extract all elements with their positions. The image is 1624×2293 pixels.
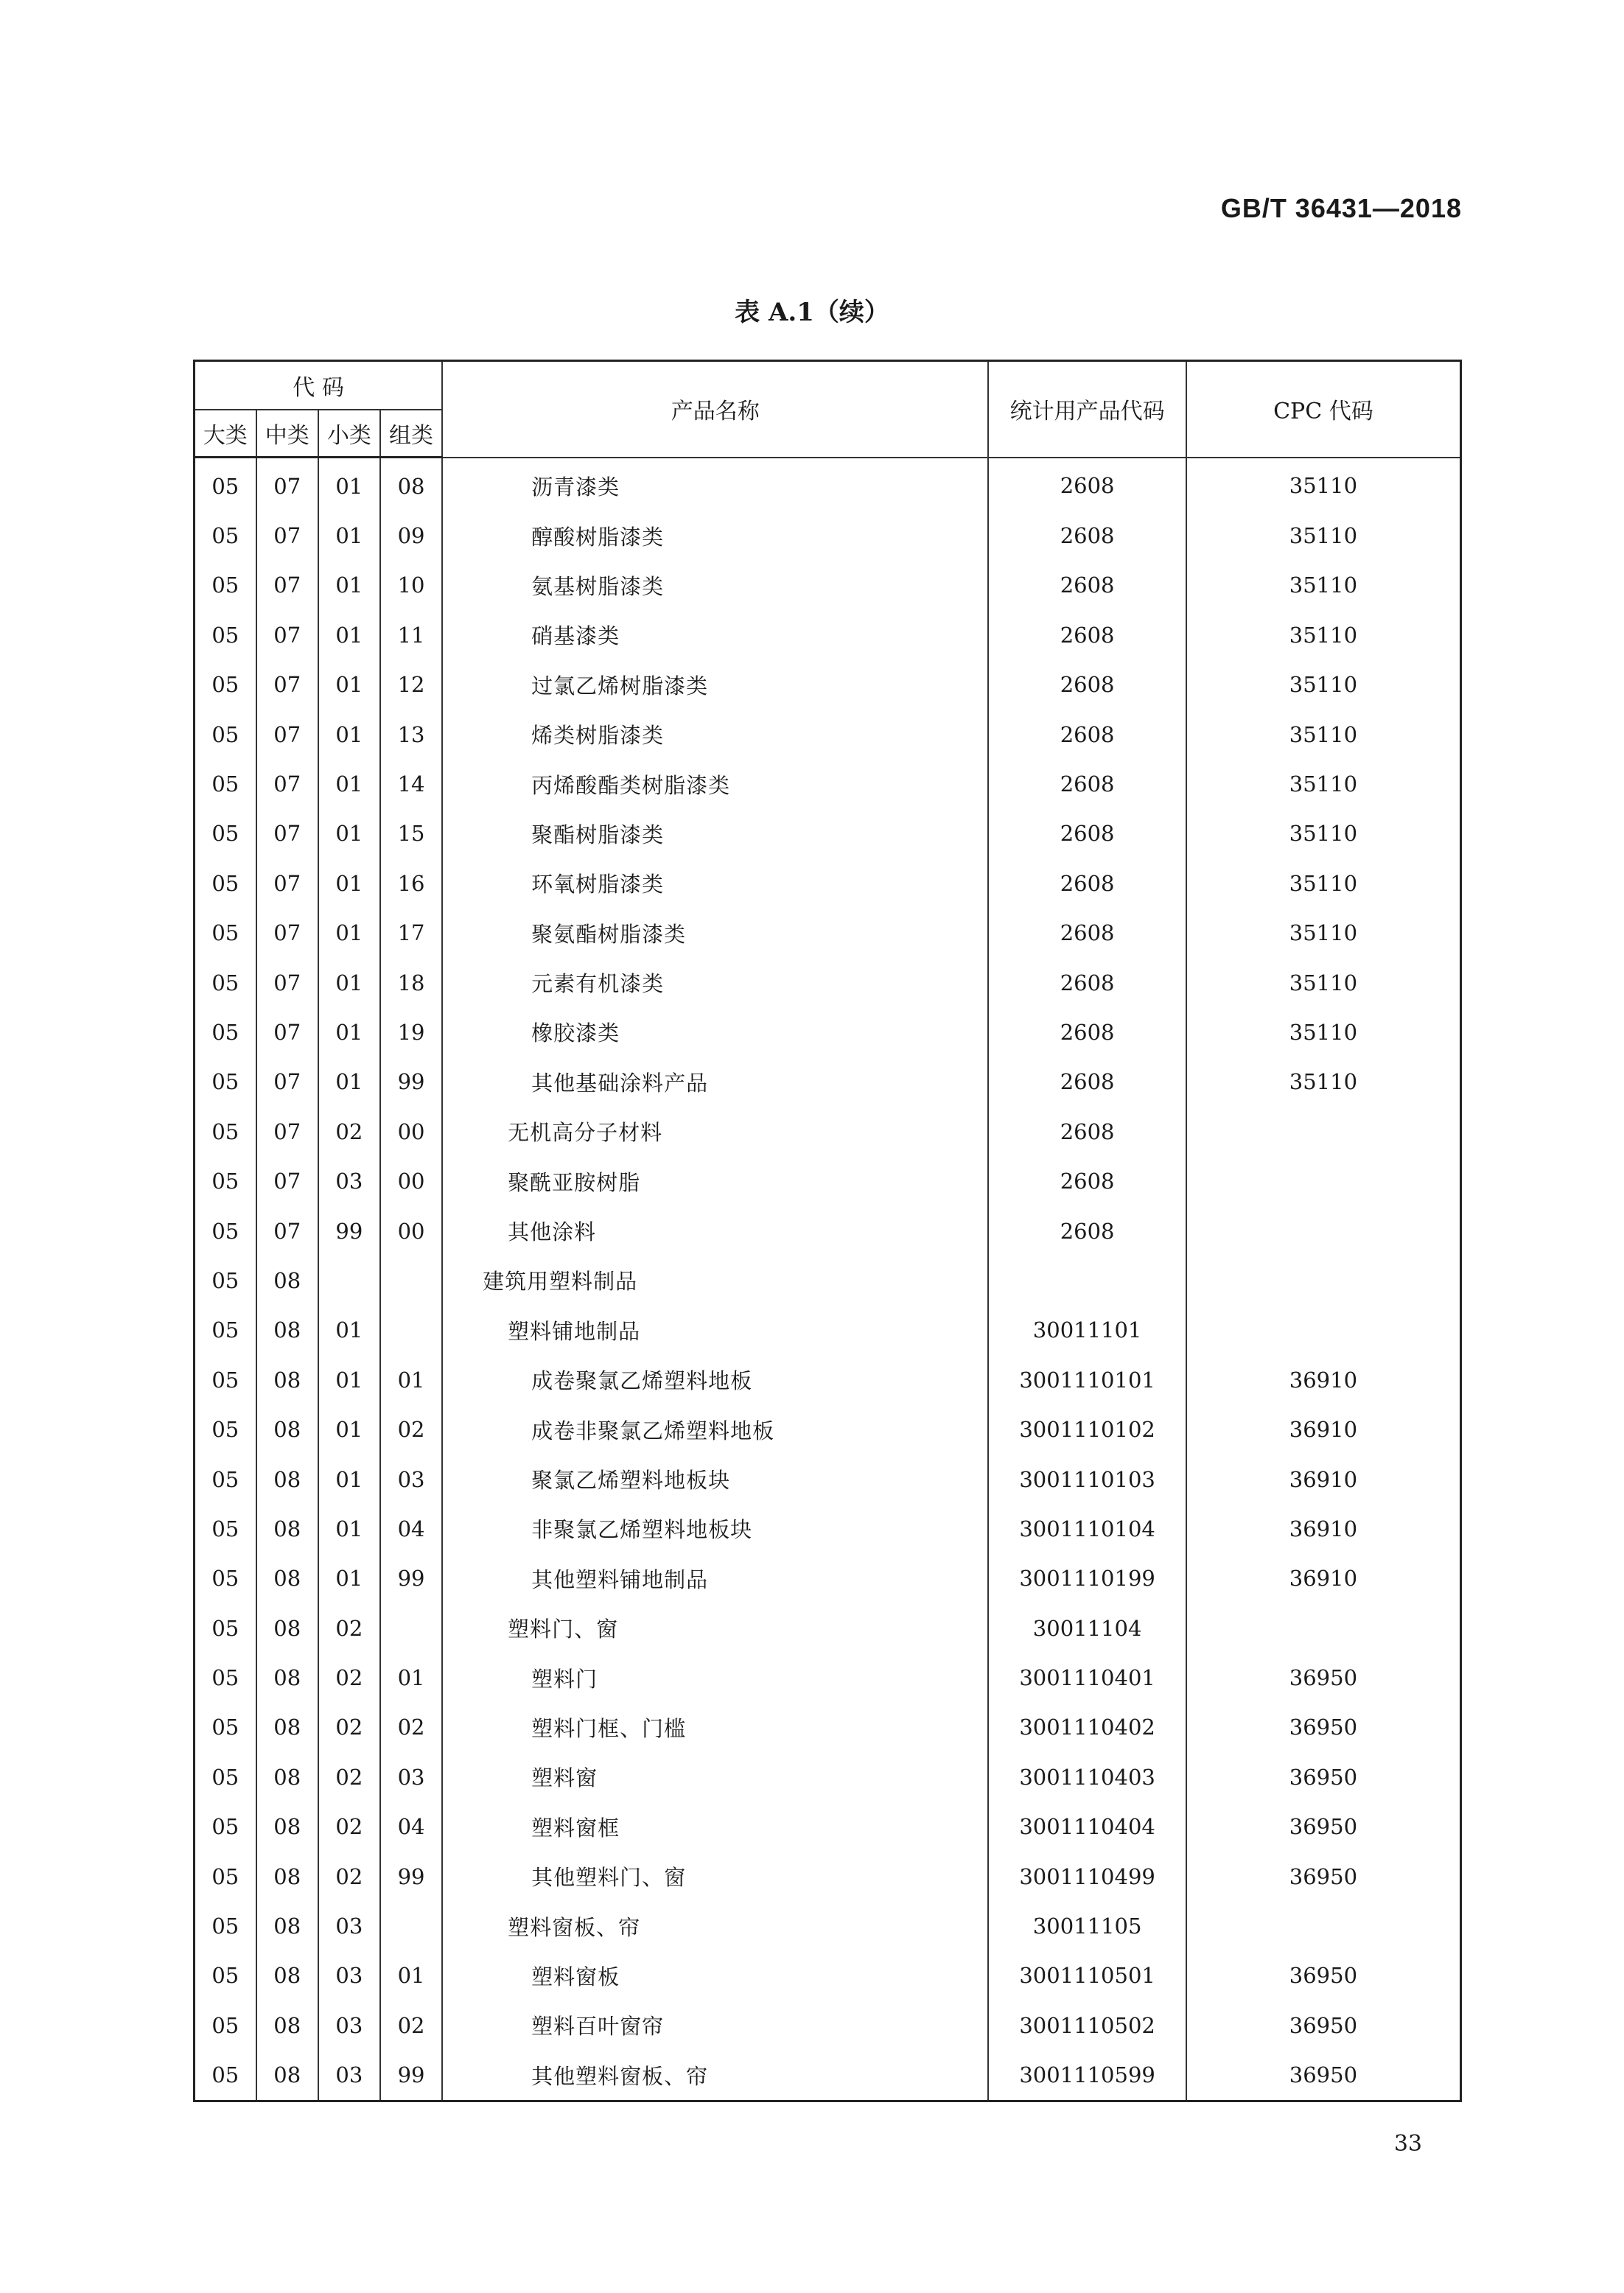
middle-class-cell: 08 xyxy=(256,1852,318,1901)
table-row xyxy=(195,2051,1461,2101)
middle-class-cell: 08 xyxy=(256,1703,318,1752)
group-class-cell: 00 xyxy=(380,1156,442,1205)
product-code-table xyxy=(193,360,1462,2102)
cpc-code-cell: 35110 xyxy=(1186,610,1461,659)
product-name-cell: 其他塑料窗板、帘 xyxy=(442,2051,988,2101)
cpc-code-cell xyxy=(1186,1306,1461,1355)
stat-code-cell: 2608 xyxy=(988,958,1186,1007)
group-class-cell: 10 xyxy=(380,561,442,610)
product-name-cell: 环氧树脂漆类 xyxy=(442,858,988,908)
stat-code-cell: 30011105 xyxy=(988,1901,1186,1950)
major-class-cell: 05 xyxy=(195,858,256,908)
middle-class-cell: 08 xyxy=(256,2051,318,2101)
group-class-cell: 03 xyxy=(380,1454,442,1504)
major-class-cell: 05 xyxy=(195,1355,256,1404)
cpc-code-cell: 36910 xyxy=(1186,1355,1461,1404)
cpc-code-cell: 35110 xyxy=(1186,958,1461,1007)
table-row xyxy=(195,909,1461,958)
cpc-code-cell: 36910 xyxy=(1186,1454,1461,1504)
major-class-cell: 05 xyxy=(195,809,256,858)
minor-class-cell: 03 xyxy=(318,1156,380,1205)
major-class-cell: 05 xyxy=(195,1504,256,1553)
product-name-cell: 非聚氯乙烯塑料地板块 xyxy=(442,1504,988,1553)
stat-code-cell: 3001110404 xyxy=(988,1802,1186,1852)
group-class-cell: 14 xyxy=(380,759,442,808)
group-class-cell: 99 xyxy=(380,2051,442,2101)
group-class-cell: 16 xyxy=(380,858,442,908)
table-row xyxy=(195,1554,1461,1603)
product-name-cell: 聚氯乙烯塑料地板块 xyxy=(442,1454,988,1504)
product-name-cell: 沥青漆类 xyxy=(442,458,988,511)
minor-class-cell: 02 xyxy=(318,1603,380,1653)
major-class-cell: 05 xyxy=(195,1057,256,1107)
product-name-cell: 过氯乙烯树脂漆类 xyxy=(442,660,988,710)
major-class-cell: 05 xyxy=(195,710,256,759)
table-row xyxy=(195,458,1461,511)
stat-code-cell: 3001110102 xyxy=(988,1404,1186,1454)
stat-code-cell: 2608 xyxy=(988,1206,1186,1256)
product-name-cell: 塑料窗板 xyxy=(442,1951,988,2000)
product-name-cell: 聚酯树脂漆类 xyxy=(442,809,988,858)
table-row xyxy=(195,958,1461,1007)
minor-class-cell: 03 xyxy=(318,1901,380,1950)
major-class-cell: 05 xyxy=(195,1603,256,1653)
group-class-header: 组类 xyxy=(380,410,442,458)
product-name-cell: 烯类树脂漆类 xyxy=(442,710,988,759)
table-row xyxy=(195,1901,1461,1950)
middle-class-cell: 07 xyxy=(256,610,318,659)
product-name-cell: 聚氨酯树脂漆类 xyxy=(442,909,988,958)
table-row xyxy=(195,809,1461,858)
table-row xyxy=(195,1156,1461,1205)
group-class-cell: 18 xyxy=(380,958,442,1007)
minor-class-cell: 02 xyxy=(318,1653,380,1702)
major-class-cell: 05 xyxy=(195,610,256,659)
middle-class-cell: 07 xyxy=(256,1057,318,1107)
table-row xyxy=(195,660,1461,710)
cpc-code-cell: 36950 xyxy=(1186,1802,1461,1852)
stat-code-cell: 2608 xyxy=(988,909,1186,958)
major-class-cell: 05 xyxy=(195,2051,256,2101)
cpc-code-cell: 35110 xyxy=(1186,909,1461,958)
group-class-cell: 15 xyxy=(380,809,442,858)
minor-class-cell: 01 xyxy=(318,660,380,710)
cpc-code-cell xyxy=(1186,1156,1461,1205)
table-title: 表 A.1（续） xyxy=(735,298,889,327)
major-class-cell: 05 xyxy=(195,1206,256,1256)
cpc-code-cell: 35110 xyxy=(1186,809,1461,858)
product-name-cell: 塑料百叶窗帘 xyxy=(442,2000,988,2050)
stat-code-cell: 2608 xyxy=(988,759,1186,808)
group-class-cell: 02 xyxy=(380,1404,442,1454)
product-name-cell: 橡胶漆类 xyxy=(442,1007,988,1057)
product-name-cell: 其他涂料 xyxy=(442,1206,988,1256)
major-class-cell: 05 xyxy=(195,958,256,1007)
group-class-cell: 99 xyxy=(380,1554,442,1603)
cpc-code-cell: 36910 xyxy=(1186,1554,1461,1603)
middle-class-cell: 07 xyxy=(256,660,318,710)
group-class-cell: 03 xyxy=(380,1752,442,1802)
cpc-code-cell: 36950 xyxy=(1186,2000,1461,2050)
middle-class-cell: 08 xyxy=(256,1901,318,1950)
group-class-cell: 01 xyxy=(380,1951,442,2000)
stat-code-cell: 3001110499 xyxy=(988,1852,1186,1901)
product-name-cell: 其他基础涂料产品 xyxy=(442,1057,988,1107)
cpc-code-cell xyxy=(1186,1901,1461,1950)
minor-class-cell: 02 xyxy=(318,1852,380,1901)
stat-code-cell: 2608 xyxy=(988,809,1186,858)
minor-class-cell: 01 xyxy=(318,809,380,858)
product-name-cell: 成卷聚氯乙烯塑料地板 xyxy=(442,1355,988,1404)
stat-code-cell: 3001110199 xyxy=(988,1554,1186,1603)
middle-class-cell: 08 xyxy=(256,2000,318,2050)
group-class-cell: 02 xyxy=(380,1703,442,1752)
minor-class-cell: 01 xyxy=(318,1404,380,1454)
middle-class-cell: 08 xyxy=(256,1752,318,1802)
cpc-code-cell: 36910 xyxy=(1186,1504,1461,1553)
minor-class-cell: 01 xyxy=(318,909,380,958)
stat-code-cell: 2608 xyxy=(988,1107,1186,1156)
minor-class-cell: 02 xyxy=(318,1107,380,1156)
middle-class-cell: 07 xyxy=(256,759,318,808)
stat-code-cell: 30011104 xyxy=(988,1603,1186,1653)
stat-code-cell: 2608 xyxy=(988,511,1186,560)
stat-code-cell: 3001110103 xyxy=(988,1454,1186,1504)
middle-class-cell: 07 xyxy=(256,458,318,511)
major-class-cell: 05 xyxy=(195,1156,256,1205)
major-class-cell: 05 xyxy=(195,1901,256,1950)
group-class-cell: 99 xyxy=(380,1852,442,1901)
table-row xyxy=(195,561,1461,610)
major-class-cell: 05 xyxy=(195,1951,256,2000)
cpc-code-cell: 35110 xyxy=(1186,858,1461,908)
group-class-cell: 08 xyxy=(380,458,442,511)
product-name-cell: 塑料门框、门槛 xyxy=(442,1703,988,1752)
cpc-code-cell: 36950 xyxy=(1186,2051,1461,2101)
table-row xyxy=(195,2000,1461,2050)
stat-code-cell: 2608 xyxy=(988,1057,1186,1107)
minor-class-cell: 99 xyxy=(318,1206,380,1256)
stat-code-cell: 3001110402 xyxy=(988,1703,1186,1752)
major-class-cell: 05 xyxy=(195,759,256,808)
table-row xyxy=(195,1355,1461,1404)
group-class-cell xyxy=(380,1901,442,1950)
table-row xyxy=(195,610,1461,659)
middle-class-cell: 08 xyxy=(256,1802,318,1852)
product-name-cell: 氨基树脂漆类 xyxy=(442,561,988,610)
product-name-cell: 聚酰亚胺树脂 xyxy=(442,1156,988,1205)
minor-class-cell: 01 xyxy=(318,1454,380,1504)
major-class-cell: 05 xyxy=(195,1256,256,1305)
cpc-code-cell: 36950 xyxy=(1186,1653,1461,1702)
product-name-cell: 丙烯酸酯类树脂漆类 xyxy=(442,759,988,808)
group-class-cell xyxy=(380,1603,442,1653)
table-row xyxy=(195,858,1461,908)
table-row xyxy=(195,1404,1461,1454)
major-class-cell: 05 xyxy=(195,909,256,958)
minor-class-cell: 03 xyxy=(318,2051,380,2101)
product-name-cell: 塑料门、窗 xyxy=(442,1603,988,1653)
major-class-cell: 05 xyxy=(195,1306,256,1355)
middle-class-cell: 07 xyxy=(256,1107,318,1156)
table-row xyxy=(195,1454,1461,1504)
middle-class-cell: 08 xyxy=(256,1653,318,1702)
table-row xyxy=(195,1653,1461,1702)
group-class-cell: 01 xyxy=(380,1653,442,1702)
product-name-cell: 建筑用塑料制品 xyxy=(442,1256,988,1305)
cpc-code-cell: 36950 xyxy=(1186,1752,1461,1802)
table-row xyxy=(195,511,1461,560)
middle-class-cell: 08 xyxy=(256,1504,318,1553)
table-row xyxy=(195,1703,1461,1752)
cpc-code-cell: 35110 xyxy=(1186,660,1461,710)
group-class-cell: 04 xyxy=(380,1504,442,1553)
minor-class-cell: 01 xyxy=(318,1504,380,1553)
group-class-cell: 00 xyxy=(380,1206,442,1256)
group-class-cell: 11 xyxy=(380,610,442,659)
middle-class-cell: 08 xyxy=(256,1603,318,1653)
major-class-cell: 05 xyxy=(195,561,256,610)
table-row xyxy=(195,710,1461,759)
minor-class-cell: 01 xyxy=(318,958,380,1007)
code-group-header: 代 码 xyxy=(195,361,443,410)
middle-class-cell: 07 xyxy=(256,958,318,1007)
middle-class-cell: 07 xyxy=(256,511,318,560)
table-row xyxy=(195,759,1461,808)
stat-code-cell: 2608 xyxy=(988,660,1186,710)
middle-class-cell: 07 xyxy=(256,1206,318,1256)
middle-class-cell: 08 xyxy=(256,1306,318,1355)
group-class-cell: 13 xyxy=(380,710,442,759)
table-body xyxy=(195,458,1461,2101)
product-name-cell: 塑料铺地制品 xyxy=(442,1306,988,1355)
table-row xyxy=(195,1603,1461,1653)
middle-class-cell: 08 xyxy=(256,1355,318,1404)
cpc-code-cell xyxy=(1186,1603,1461,1653)
group-class-cell: 17 xyxy=(380,909,442,958)
standard-number: GB/T 36431—2018 xyxy=(1220,193,1462,223)
table-row xyxy=(195,1107,1461,1156)
middle-class-cell: 07 xyxy=(256,561,318,610)
minor-class-header: 小类 xyxy=(318,410,380,458)
product-name-cell: 其他塑料门、窗 xyxy=(442,1852,988,1901)
cpc-code-cell: 35110 xyxy=(1186,1007,1461,1057)
minor-class-cell: 01 xyxy=(318,511,380,560)
stat-code-cell xyxy=(988,1256,1186,1305)
minor-class-cell: 01 xyxy=(318,759,380,808)
cpc-code-cell: 36950 xyxy=(1186,1951,1461,2000)
cpc-code-cell: 35110 xyxy=(1186,710,1461,759)
middle-class-cell: 08 xyxy=(256,1454,318,1504)
table-row xyxy=(195,1802,1461,1852)
stat-code-cell: 3001110403 xyxy=(988,1752,1186,1802)
stat-code-cell: 30011101 xyxy=(988,1306,1186,1355)
stat-code-cell: 3001110104 xyxy=(988,1504,1186,1553)
minor-class-cell: 01 xyxy=(318,610,380,659)
major-class-cell: 05 xyxy=(195,1007,256,1057)
minor-class-cell: 01 xyxy=(318,1554,380,1603)
cpc-code-cell xyxy=(1186,1107,1461,1156)
major-class-cell: 05 xyxy=(195,1653,256,1702)
major-class-cell: 05 xyxy=(195,1554,256,1603)
minor-class-cell: 02 xyxy=(318,1802,380,1852)
minor-class-cell: 01 xyxy=(318,1306,380,1355)
middle-class-cell: 07 xyxy=(256,809,318,858)
minor-class-cell: 01 xyxy=(318,710,380,759)
stat-code-header: 统计用产品代码 xyxy=(988,361,1186,458)
cpc-code-cell: 35110 xyxy=(1186,511,1461,560)
stat-code-cell: 2608 xyxy=(988,1156,1186,1205)
major-class-cell: 05 xyxy=(195,1852,256,1901)
minor-class-cell: 01 xyxy=(318,858,380,908)
minor-class-cell: 03 xyxy=(318,2000,380,2050)
middle-class-cell: 08 xyxy=(256,1951,318,2000)
major-class-header: 大类 xyxy=(195,410,256,458)
group-class-cell: 01 xyxy=(380,1355,442,1404)
product-name-cell: 塑料门 xyxy=(442,1653,988,1702)
major-class-cell: 05 xyxy=(195,1454,256,1504)
major-class-cell: 05 xyxy=(195,511,256,560)
stat-code-cell: 2608 xyxy=(988,458,1186,511)
stat-code-cell: 2608 xyxy=(988,561,1186,610)
major-class-cell: 05 xyxy=(195,1802,256,1852)
stat-code-cell: 2608 xyxy=(988,858,1186,908)
major-class-cell: 05 xyxy=(195,660,256,710)
cpc-code-cell: 36950 xyxy=(1186,1852,1461,1901)
stat-code-cell: 2608 xyxy=(988,710,1186,759)
group-class-cell: 09 xyxy=(380,511,442,560)
cpc-code-cell: 35110 xyxy=(1186,561,1461,610)
middle-class-cell: 08 xyxy=(256,1404,318,1454)
major-class-cell: 05 xyxy=(195,1404,256,1454)
minor-class-cell: 02 xyxy=(318,1752,380,1802)
stat-code-cell: 3001110501 xyxy=(988,1951,1186,2000)
product-name-cell: 元素有机漆类 xyxy=(442,958,988,1007)
middle-class-cell: 07 xyxy=(256,858,318,908)
middle-class-cell: 07 xyxy=(256,1156,318,1205)
middle-class-cell: 07 xyxy=(256,710,318,759)
product-name-cell: 塑料窗框 xyxy=(442,1802,988,1852)
middle-class-header: 中类 xyxy=(256,410,318,458)
middle-class-cell: 08 xyxy=(256,1554,318,1603)
cpc-code-cell: 36950 xyxy=(1186,1703,1461,1752)
table-row xyxy=(195,1504,1461,1553)
page-number: 33 xyxy=(1393,2131,1422,2157)
minor-class-cell xyxy=(318,1256,380,1305)
table-row xyxy=(195,1256,1461,1305)
cpc-code-header: CPC 代码 xyxy=(1186,361,1461,458)
minor-class-cell: 01 xyxy=(318,1007,380,1057)
major-class-cell: 05 xyxy=(195,458,256,511)
stat-code-cell: 3001110599 xyxy=(988,2051,1186,2101)
minor-class-cell: 01 xyxy=(318,1355,380,1404)
group-class-cell: 00 xyxy=(380,1107,442,1156)
minor-class-cell: 02 xyxy=(318,1703,380,1752)
stat-code-cell: 2608 xyxy=(988,1007,1186,1057)
minor-class-cell: 01 xyxy=(318,458,380,511)
stat-code-cell: 3001110401 xyxy=(988,1653,1186,1702)
minor-class-cell: 03 xyxy=(318,1951,380,2000)
table-row xyxy=(195,1951,1461,2000)
table-row xyxy=(195,1007,1461,1057)
minor-class-cell: 01 xyxy=(318,1057,380,1107)
major-class-cell: 05 xyxy=(195,1703,256,1752)
table-row xyxy=(195,1206,1461,1256)
table-row xyxy=(195,1306,1461,1355)
group-class-cell: 02 xyxy=(380,2000,442,2050)
major-class-cell: 05 xyxy=(195,1752,256,1802)
cpc-code-cell: 35110 xyxy=(1186,759,1461,808)
group-class-cell: 99 xyxy=(380,1057,442,1107)
product-name-cell: 无机高分子材料 xyxy=(442,1107,988,1156)
table-row xyxy=(195,1752,1461,1802)
product-name-cell: 硝基漆类 xyxy=(442,610,988,659)
product-name-cell: 塑料窗板、帘 xyxy=(442,1901,988,1950)
group-class-cell xyxy=(380,1306,442,1355)
middle-class-cell: 08 xyxy=(256,1256,318,1305)
table-row xyxy=(195,1852,1461,1901)
cpc-code-cell: 36910 xyxy=(1186,1404,1461,1454)
table-row xyxy=(195,1057,1461,1107)
cpc-code-cell: 35110 xyxy=(1186,458,1461,511)
stat-code-cell: 3001110101 xyxy=(988,1355,1186,1404)
group-class-cell: 19 xyxy=(380,1007,442,1057)
major-class-cell: 05 xyxy=(195,1107,256,1156)
cpc-code-cell: 35110 xyxy=(1186,1057,1461,1107)
cpc-code-cell xyxy=(1186,1256,1461,1305)
stat-code-cell: 2608 xyxy=(988,610,1186,659)
minor-class-cell: 01 xyxy=(318,561,380,610)
product-name-cell: 塑料窗 xyxy=(442,1752,988,1802)
stat-code-cell: 3001110502 xyxy=(988,2000,1186,2050)
group-class-cell xyxy=(380,1256,442,1305)
group-class-cell: 04 xyxy=(380,1802,442,1852)
product-name-header: 产品名称 xyxy=(442,361,988,458)
cpc-code-cell xyxy=(1186,1206,1461,1256)
major-class-cell: 05 xyxy=(195,2000,256,2050)
middle-class-cell: 07 xyxy=(256,909,318,958)
product-name-cell: 其他塑料铺地制品 xyxy=(442,1554,988,1603)
middle-class-cell: 07 xyxy=(256,1007,318,1057)
group-class-cell: 12 xyxy=(380,660,442,710)
product-name-cell: 醇酸树脂漆类 xyxy=(442,511,988,560)
product-name-cell: 成卷非聚氯乙烯塑料地板 xyxy=(442,1404,988,1454)
